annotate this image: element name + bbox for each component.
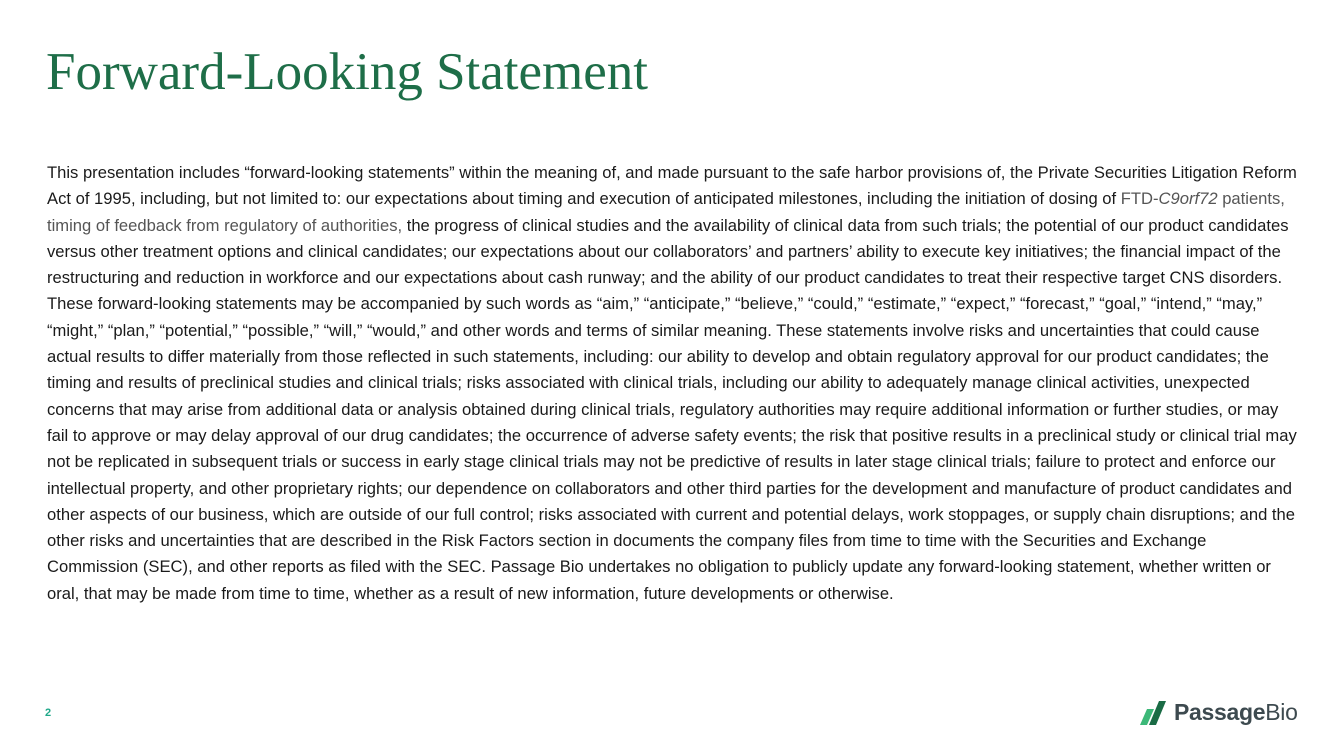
passage-bio-logo [1140, 698, 1298, 726]
body-text-muted-prefix: FTD- [1120, 189, 1159, 209]
logo-word-regular: Bio [1265, 698, 1298, 725]
page-number: 2 [45, 707, 52, 719]
body-text-muted-suffix: patients, timing of feedback from regulatory of authorities, [47, 189, 1285, 235]
passage-bio-logo-icon [1140, 699, 1170, 725]
logo-wordmark [1174, 699, 1298, 726]
slide-title: Forward-Looking Statement [46, 43, 649, 101]
gene-name-italic: C9orf72 [1158, 189, 1218, 209]
forward-looking-statement-body [47, 160, 1297, 607]
body-text-part-2: the progress of clinical studies and the availability of clinical data from such trials; the potential of our product candidates versus other treatment options and clinical candidates; our expectations about our collaborators’ and partners’ ability to execute key initiatives; the financial impact of the restructuring and reduction in workforce and our expectations about cash runway; and the ability of our product candidates to treat their respective target CNS disorders. These forward-looking statements may be accompanied by such words as “aim,” “anticipate,” “believe,” “could,” “estimate,” “expect,” “forecast,” “goal,” “intend,” “may,” “might,” “plan,” “potential,” “possible,” “will,” “would,” and other words and terms of similar meaning. These statements involve risks and uncertainties that could cause actual results to differ materially from those reflected in such statements, including: our ability to develop and obtain regulatory approval for our product candidates; the timing and results of preclinical studies and clinical trials; risks associated with clinical trials, including our ability to adequately manage clinical activities, unexpected concerns that may arise from additional data or analysis obtained during clinical trials, regulatory authorities may require additional information or further studies, or may fail to approve or may delay approval of our drug candidates; the occurrence of adverse safety events; the risk that positive results in a preclinical study or clinical trial may not be replicated in subsequent trials or success in early stage clinical trials may not be predictive of results in later stage clinical trials; failure to protect and enforce our intellectual property, and other proprietary rights; our dependence on collaborators and other third parties for the development and manufacture of product candidates and other aspects of our business, which are outside of our full control; risks associated with current and potential delays, work stoppages, or supply chain disruptions; and the other risks and uncertainties that are described in the Risk Factors section in documents the company files from time to time with the Securities and Exchange Commission (SEC), and other reports as filed with the SEC. Passage Bio undertakes no obligation to publicly update any forward-looking statement, whether written or oral, that may be made from time to time, whether as a result of new information, future developments or otherwise. [47, 215, 1297, 603]
logo-word-bold: Passage [1174, 698, 1266, 725]
body-text-part-1: This presentation includes “forward-looking statements” within the meaning of, and made pursuant to the safe harbor provisions of, the Private Securities Litigation Reform Act of 1995, including, but not limited to: our expectations about timing and execution of anticipated milestones, including the initiation of dosing of [47, 163, 1297, 209]
